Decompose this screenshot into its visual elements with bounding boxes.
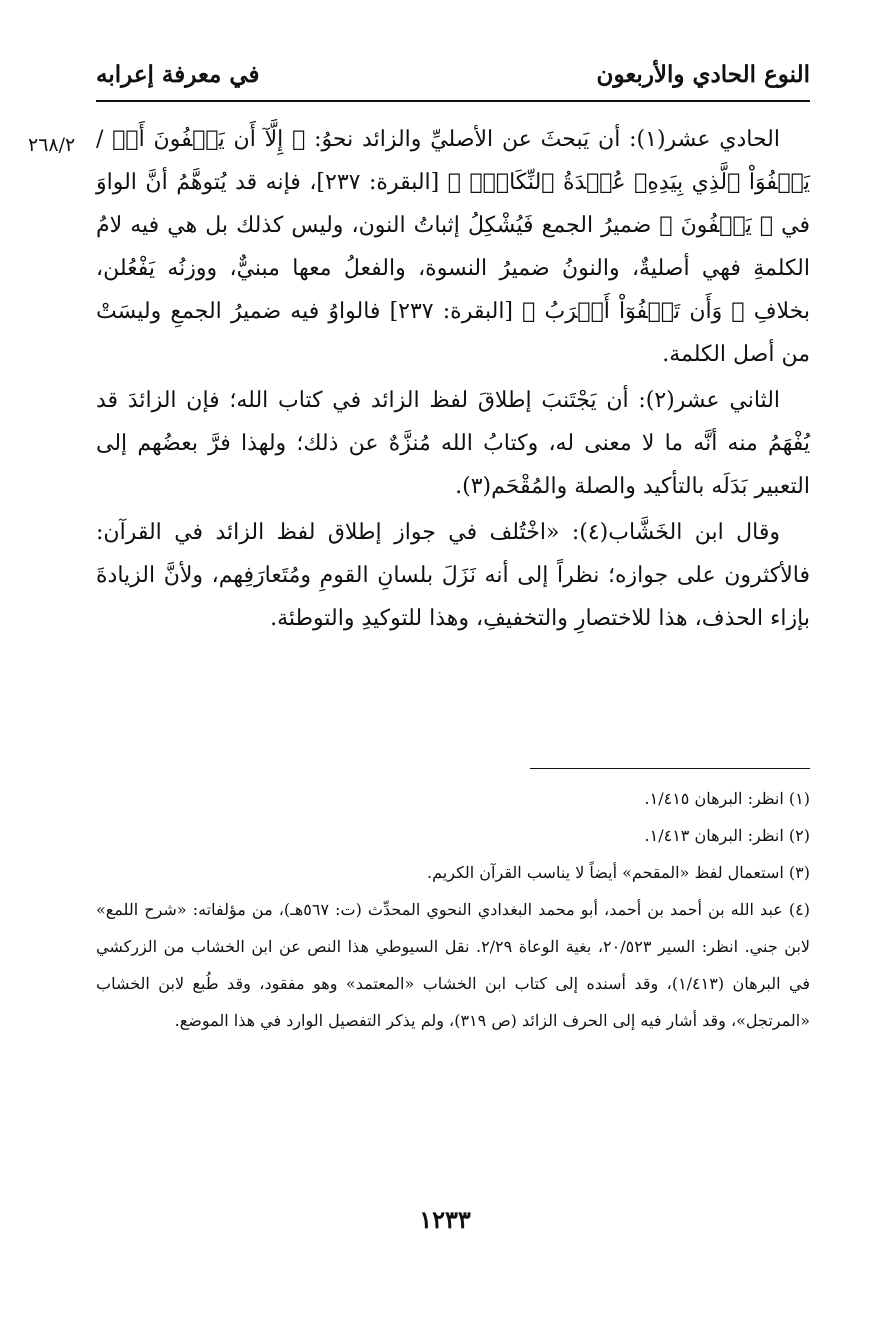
footnote-2: (٢) انظر: البرهان ١/٤١٣. (644, 826, 810, 845)
paragraph-ibn-khashshab: وقال ابن الخَشَّاب(٤): «اخْتُلف في جواز إطلاق لفظ الزائد في القرآن: فالأكثرون على جوازه؛ نظراً إلى أنه نَزَلَ بلسانِ القومِ ومُتَعارَفِهم، ولأنَّ الزيادةَ بإزاء الحذف، هذا للاختصارِ والتخفيفِ، وهذا للتوكيدِ والتوطئة. (96, 520, 810, 631)
footnote-4: (٤) عبد الله بن أحمد بن أحمد، أبو محمد البغدادي النحوي المحدِّث (ت: ٥٦٧هـ)، من مؤلفاته: «شرح اللمع» لابن جني. انظر: السير ٢٠/٥٢٣، بغية الوعاة ٢/٢٩. نقل السيوطي هذا النص عن ابن الخشاب من الزركشي في البرهان (١/٤١٣)، وقد أسنده إلى كتاب ابن الخشاب «المعتمد» وهو مفقود، وقد طُبع لابن الخشاب «المرتجل»، وقد أشار فيه إلى الحرف الزائد (ص ٣١٩)، ولم يذكر التفصيل الوارد في هذا الموضع. (96, 900, 811, 1030)
section-title: في معرفة إعرابه (96, 60, 260, 88)
header-rule (96, 100, 810, 102)
footnotes (96, 780, 810, 1039)
paragraph-twelfth: الثاني عشر(٢): أن يَجْتَنبَ إطلاقَ لفظ الزائد في كتاب الله؛ فإن الزائدَ قد يُفْهَمُ منه أنَّه ما لا معنى له، وكتابُ الله مُنزَّهٌ عن ذلك؛ ولهذا فرَّ بعضُهم إلى التعبير بَدَلَه بالتأكيد والصلة والمُقْحَم(٣). (96, 388, 810, 499)
footnote-rule (530, 768, 810, 769)
page-number: ١٢٣٣ (419, 1205, 471, 1234)
footnote-1: (١) انظر: البرهان ١/٤١٥. (644, 789, 810, 808)
footnote-3: (٣) استعمال لفظ «المقحم» أيضاً لا يناسب القرآن الكريم. (427, 863, 810, 882)
main-text (96, 118, 810, 643)
paragraph-eleventh: الحادي عشر(١): أن يَبحثَ عن الأصليِّ والزائد نحوُ: ﴿ إِلَّآ أَن يَعۡفُونَ أَوۡ / يَعۡفُوَاْ ٱلَّذِي بِيَدِهِۦ عُقۡدَةُ ٱلنِّكَاحِۚ ﴾ [البقرة: ٢٣٧]، فإنه قد يُتوهَّمُ أنَّ الواوَ في ﴿ يَعۡفُونَ ﴾ ضميرُ الجمع فَيُشْكِلُ إثباتُ النون، وليس كذلك بل هي فيه لامُ الكلمةِ فهي أصليةٌ، والنونُ ضميرُ النسوة، والفعلُ معها مبنيٌّ، ووزنُه يَفْعُلن، بخلافِ ﴿ وَأَن تَعۡفُوٓاْ أَقۡرَبُ ﴾ [البقرة: ٢٣٧] فالواوُ فيه ضميرُ الجمعِ وليسَتْ من أصل الكلمة. (96, 127, 811, 367)
margin-page-reference: ٢٦٨/٢ (28, 134, 76, 156)
running-header (96, 52, 810, 96)
chapter-title: النوع الحادي والأربعون (596, 60, 810, 88)
